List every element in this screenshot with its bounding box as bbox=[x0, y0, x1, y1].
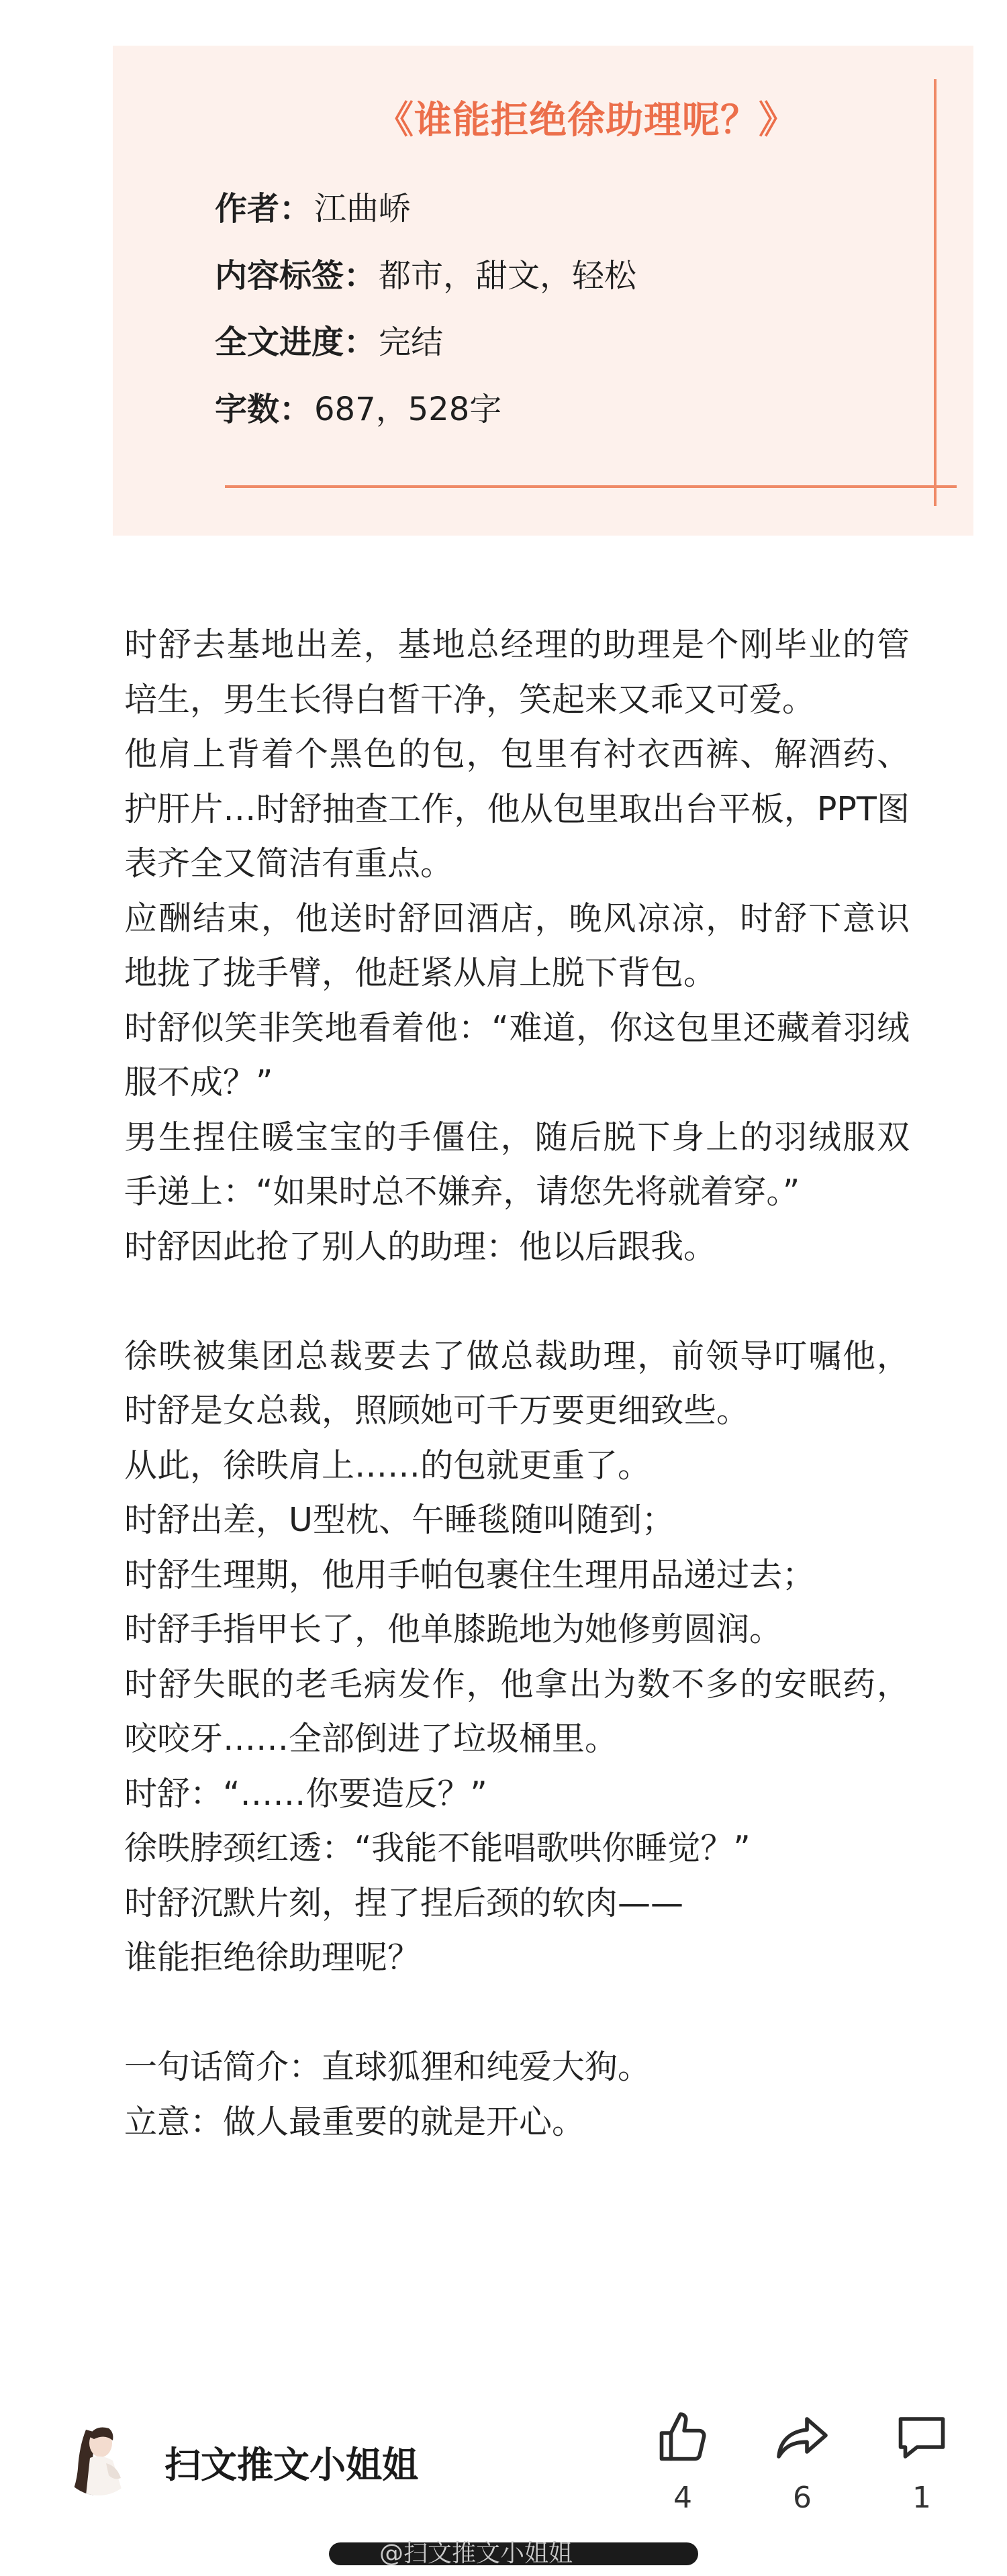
meta-author-value: 江曲峤 bbox=[314, 190, 412, 228]
post-footer bbox=[0, 2389, 1007, 2524]
username[interactable]: 扫文推文小姐姐 bbox=[164, 2444, 418, 2486]
thumbs-up-icon bbox=[655, 2410, 711, 2466]
meta-progress-label: 全文进度： bbox=[215, 324, 377, 361]
synopsis-paragraph: 时舒：“……你要造反？” bbox=[124, 1774, 487, 1813]
card-decor-line-vertical bbox=[934, 79, 937, 506]
paragraph-gap bbox=[124, 1274, 910, 1329]
like-button[interactable] bbox=[639, 2410, 726, 2515]
synopsis-paragraph: 应酬结束，他送时舒回酒店，晚风凉凉，时舒下意识地拢了拢手臂，他赶紧从肩上脱下背包。 bbox=[124, 899, 910, 992]
synopsis-paragraph: 从此，徐昳肩上……的包就更重了。 bbox=[124, 1446, 651, 1485]
book-title: 《谁能拒绝徐助理呢？》 bbox=[376, 99, 797, 142]
meta-tags-label: 内容标签： bbox=[215, 257, 377, 295]
meta-tags-value: 都市，甜文，轻松 bbox=[379, 257, 637, 295]
meta-word-count-label: 字数： bbox=[215, 391, 312, 428]
synopsis-paragraph: 时舒出差，U型枕、午睡毯随叫随到； bbox=[124, 1501, 675, 1539]
synopsis-paragraph: 时舒生理期，他用手帕包裹住生理用品递过去； bbox=[124, 1555, 816, 1594]
comment-bubble-icon bbox=[894, 2410, 950, 2466]
synopsis-paragraph: 时舒去基地出差，基地总经理的助理是个刚毕业的管培生，男生长得白皙干净，笑起来又乖又可爱。 bbox=[124, 626, 910, 719]
synopsis-paragraph: 时舒沉默片刻，捏了捏后颈的软肉—— bbox=[124, 1883, 684, 1922]
share-count: 6 bbox=[793, 2481, 812, 2515]
like-count: 4 bbox=[673, 2481, 692, 2515]
synopsis-paragraph: 时舒失眠的老毛病发作，他拿出为数不多的安眠药，咬咬牙……全部倒进了垃圾桶里。 bbox=[124, 1665, 910, 1758]
avatar[interactable] bbox=[59, 2416, 138, 2495]
synopsis-paragraph: 他肩上背着个黑色的包，包里有衬衣西裤、解酒药、护肝片…时舒抽查工作，他从包里取出台平板，PPT图表齐全又简洁有重点。 bbox=[124, 735, 910, 883]
comment-count: 1 bbox=[912, 2481, 931, 2515]
synopsis-paragraph: 男生捏住暖宝宝的手僵住，随后脱下身上的羽绒服双手递上：“如果时总不嫌弃，请您先将就着穿。” bbox=[124, 1118, 910, 1211]
meta-author-label: 作者： bbox=[215, 190, 312, 228]
meta-tags bbox=[215, 256, 636, 296]
meta-progress bbox=[215, 322, 443, 362]
synopsis-paragraph: 一句话简介：直球狐狸和纯爱大狗。 bbox=[124, 2048, 651, 2086]
meta-word-count bbox=[215, 389, 501, 430]
synopsis-paragraph: 徐昳被集团总裁要去了做总裁助理，前领导叮嘱他，时舒是女总裁，照顾她可千万要更细致些。 bbox=[124, 1336, 910, 1430]
meta-progress-value: 完结 bbox=[379, 324, 444, 361]
synopsis-paragraph: 时舒手指甲长了，他单膝跪地为她修剪圆润。 bbox=[124, 1610, 783, 1648]
synopsis-paragraph: 徐昳脖颈红透：“我能不能唱歌哄你睡觉？” bbox=[124, 1829, 751, 1867]
share-button[interactable] bbox=[759, 2410, 846, 2515]
synopsis-paragraph: 时舒似笑非笑地看着他：“难道，你这包里还藏着羽绒服不成？” bbox=[124, 1008, 910, 1101]
comment-button[interactable] bbox=[878, 2410, 965, 2515]
avatar-illustration-icon bbox=[59, 2416, 138, 2495]
synopsis-paragraph: 时舒因此抢了别人的助理：他以后跟我。 bbox=[124, 1227, 717, 1266]
share-arrow-icon bbox=[774, 2410, 830, 2466]
synopsis-paragraph: 谁能拒绝徐助理呢？ bbox=[124, 1938, 421, 1977]
card-decor-line-horizontal bbox=[225, 485, 957, 488]
synopsis bbox=[124, 617, 910, 2149]
watermark-text: @扫文推文小姐姐 bbox=[379, 2540, 573, 2567]
meta-author bbox=[215, 189, 411, 229]
synopsis-paragraph: 立意：做人最重要的就是开心。 bbox=[124, 2102, 585, 2141]
meta-word-count-value: 687，528字 bbox=[314, 391, 502, 428]
paragraph-gap bbox=[124, 1985, 910, 2040]
